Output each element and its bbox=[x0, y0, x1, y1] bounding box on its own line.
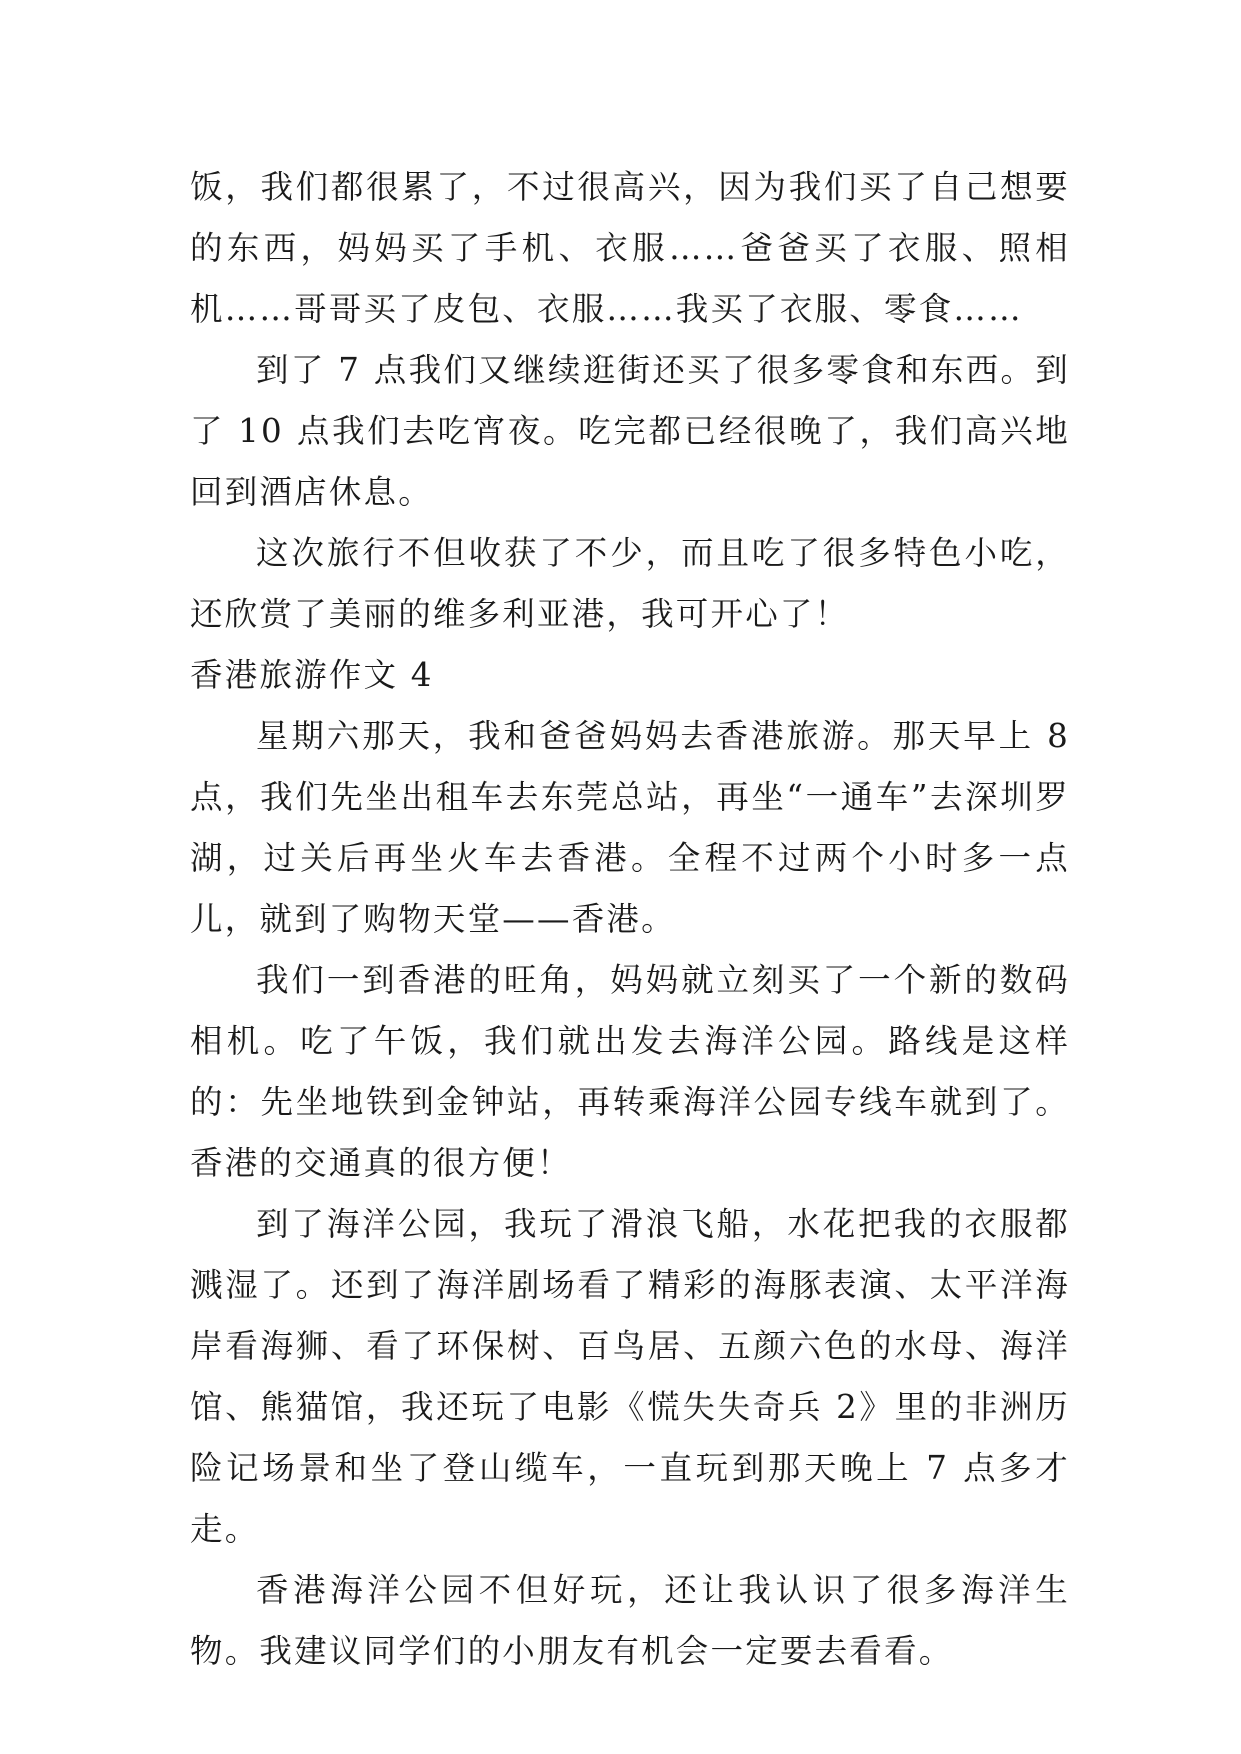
paragraph: 香港海洋公园不但好玩，还让我认识了很多海洋生物。我建议同学们的小朋友有机会一定要去看看。 bbox=[190, 1571, 1070, 1670]
section-title: 香港旅游作文 4 bbox=[190, 656, 434, 694]
paragraph: 星期六那天，我和爸爸妈妈去香港旅游。那天早上 8 点，我们先坐出租车去东莞总站，再坐“一通车”去深圳罗湖，过关后再坐火车去香港。全程不过两个小时多一点儿，就到了购物天堂——香港。 bbox=[190, 717, 1070, 938]
document-body bbox=[190, 157, 1070, 1682]
paragraph: 我们一到香港的旺角，妈妈就立刻买了一个新的数码相机。吃了午饭，我们就出发去海洋公园。路线是这样的：先坐地铁到金钟站，再转乘海洋公园专线车就到了。香港的交通真的很方便！ bbox=[190, 961, 1070, 1182]
paragraph: 饭，我们都很累了，不过很高兴，因为我们买了自己想要的东西，妈妈买了手机、衣服……爸爸买了衣服、照相机……哥哥买了皮包、衣服……我买了衣服、零食…… bbox=[190, 168, 1070, 328]
paragraph: 到了海洋公园，我玩了滑浪飞船，水花把我的衣服都溅湿了。还到了海洋剧场看了精彩的海豚表演、太平洋海岸看海狮、看了环保树、百鸟居、五颜六色的水母、海洋馆、熊猫馆，我还玩了电影《慌失失奇兵 2》里的非洲历险记场景和坐了登山缆车，一直玩到那天晚上 7 点多才走。 bbox=[190, 1205, 1070, 1548]
paragraph: 到了 7 点我们又继续逛街还买了很多零食和东西。到了 10 点我们去吃宵夜。吃完都已经很晚了，我们高兴地回到酒店休息。 bbox=[190, 351, 1070, 511]
paragraph: 这次旅行不但收获了不少，而且吃了很多特色小吃，还欣赏了美丽的维多利亚港，我可开心了！ bbox=[190, 534, 1070, 633]
